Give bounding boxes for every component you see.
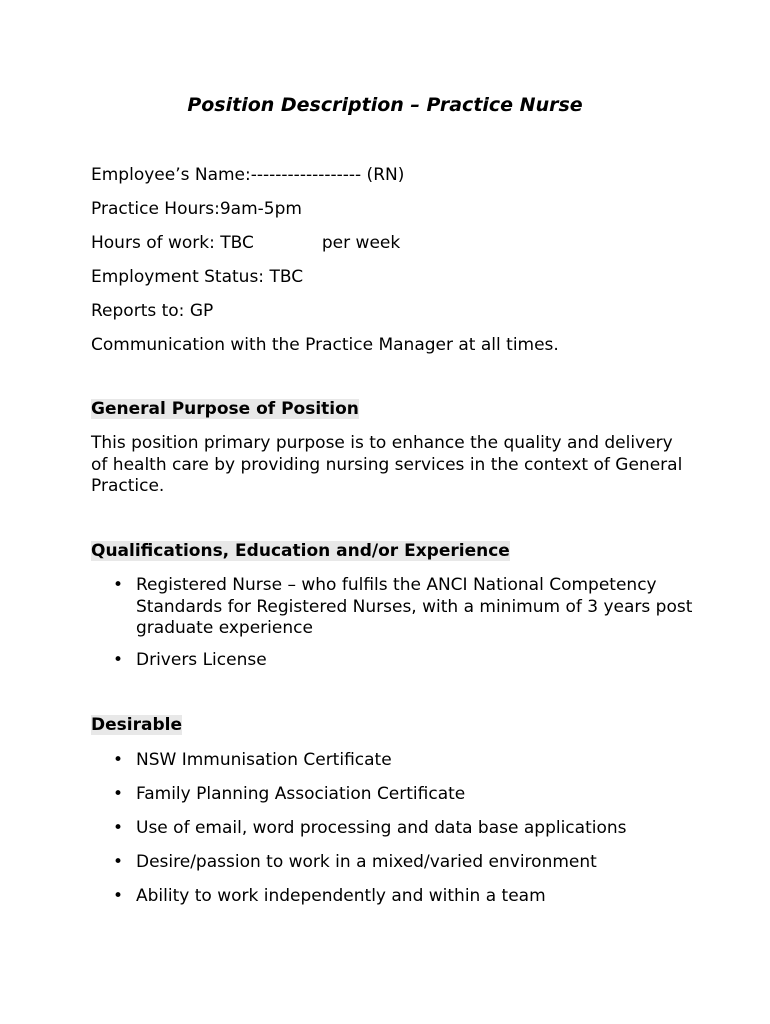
reports-to-field: Reports to: GP [91, 301, 214, 321]
list-item-text: Family Planning Association Certificate [136, 784, 466, 804]
bullet-glyph: • [113, 886, 124, 906]
hours-of-work-label: Hours of work: TBC [91, 233, 254, 253]
employment-status-field: Employment Status: TBC [91, 267, 304, 287]
list-item-text: Drivers License [136, 650, 267, 670]
list-item-text: Use of email, word processing and data base applications [136, 818, 627, 838]
bullet-glyph: • [113, 575, 124, 595]
list-item [113, 886, 693, 908]
list-item [113, 575, 693, 640]
bullet-glyph: • [113, 818, 124, 838]
document-title: Position Description – Practice Nurse [187, 94, 583, 116]
desirable-heading [91, 714, 182, 736]
list-item [113, 650, 693, 672]
hours-of-work-field [91, 232, 400, 254]
list-item-text: Ability to work independently and within a team [136, 886, 546, 906]
list-item-text: Registered Nurse – who fulfils the ANCI National Competency Standards for Registered Nurses, with a minimum of 3 years post graduate experience [136, 575, 693, 638]
qualifications-heading-text: Qualifications, Education and/or Experience [91, 541, 510, 561]
desirable-heading-text: Desirable [91, 715, 182, 735]
bullet-glyph: • [113, 784, 124, 804]
qualifications-heading [91, 540, 510, 562]
list-item [113, 784, 693, 806]
list-item [113, 750, 693, 772]
list-item-text: NSW Immunisation Certificate [136, 750, 392, 770]
practice-hours-field: Practice Hours:9am-5pm [91, 199, 302, 219]
bullet-glyph: • [113, 750, 124, 770]
list-item [113, 852, 693, 874]
communication-field: Communication with the Practice Manager at all times. [91, 335, 559, 355]
general-purpose-heading-text: General Purpose of Position [91, 399, 359, 419]
employee-name-field: Employee’s Name:------------------ (RN) [91, 165, 405, 185]
list-item-text: Desire/passion to work in a mixed/varied environment [136, 852, 597, 872]
general-purpose-heading [91, 398, 359, 420]
bullet-glyph: • [113, 852, 124, 872]
hours-of-work-suffix: per week [321, 233, 401, 253]
list-item [113, 818, 693, 840]
bullet-glyph: • [113, 650, 124, 670]
general-purpose-text: This position primary purpose is to enhance the quality and delivery of health care by providing nursing services in the context of General Practice. [91, 433, 683, 496]
